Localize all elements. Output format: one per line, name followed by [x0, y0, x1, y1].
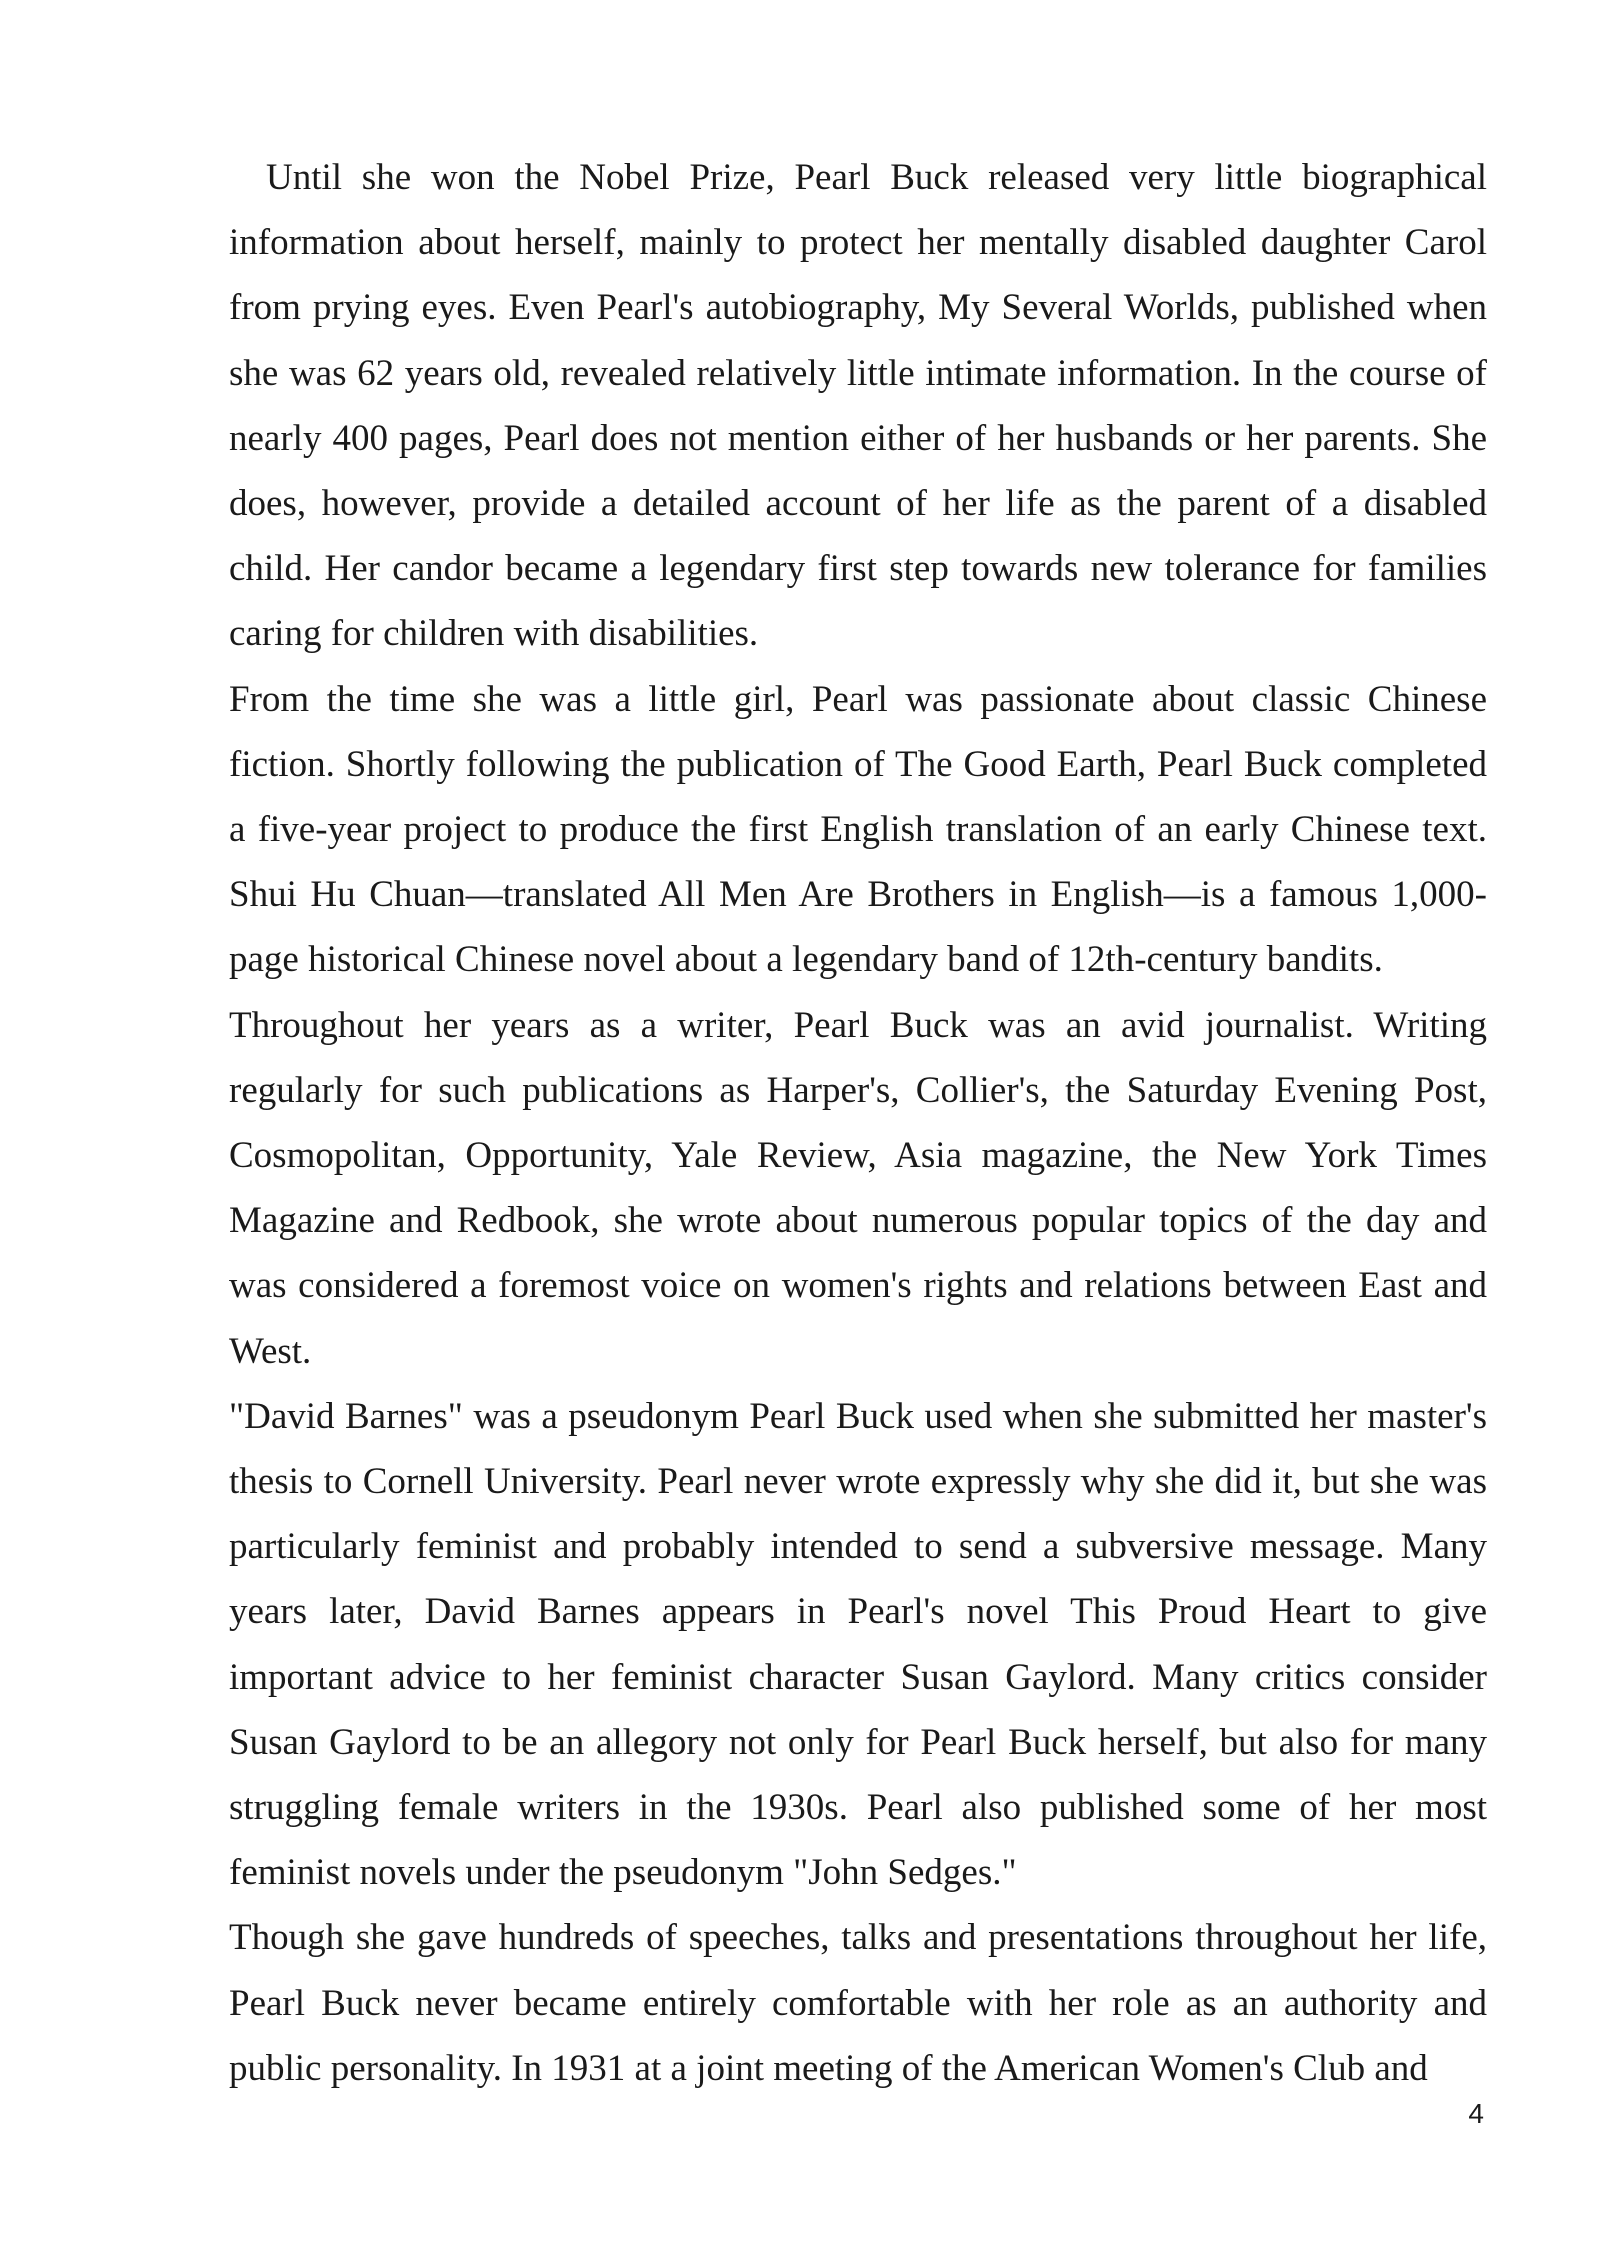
paragraph-david-barnes: "David Barnes" was a pseudonym Pearl Buck used when she submitted her master's thesis to Cornell University. Pearl never wrote expressly why she did it, but she was particularly feminist and probably intended to send a subversive message. Many years later, David Barnes appears in Pearl's novel This Proud Heart to give important advice to her feminist character Susan Gaylord. Many critics consider Susan Gaylord to be an allegory not only for Pearl Buck herself, but also for many struggling female writers in the 1930s. Pearl also published some of her most feminist novels under the pseudonym "John Sedges." — [229, 1395, 1487, 1894]
paragraph-nobel-prize: Until she won the Nobel Prize, Pearl Buck released very little biographical information about herself, mainly to protect her mentally disabled daughter Carol from prying eyes. Even Pearl's autobiography, My Several Worlds, published when she was 62 years old, revealed relatively little intimate information. In the course of nearly 400 pages, Pearl does not mention either of her husbands or her parents. She does, however, provide a detailed account of her life as the parent of a disabled child. Her candor became a legendary first step towards new tolerance for families caring for children with disabilities. — [229, 157, 1487, 655]
document-body — [229, 145, 1487, 2101]
paragraph-journalism: Throughout her years as a writer, Pearl Buck was an avid journalist. Writing regularly for such publications as Harper's, Collier's, the Saturday Evening Post, Cosmopolitan, Opportunity, Yale Review, Asia magazine, the New York Times Magazine and Redbook, she wrote about numerous popular topics of the day and was considered a foremost voice on women's rights and relations between East and West. — [229, 1004, 1487, 1372]
page-number: 4 — [1468, 2098, 1484, 2129]
paragraph-chinese-fiction: From the time she was a little girl, Pearl was passionate about classic Chinese fiction. Shortly following the publication of The Good Earth, Pearl Buck completed a five-year project to produce the first English translation of an early Chinese text. Shui Hu Chuan—translated All Men Are Brothers in English—is a famous 1,000-page historical Chinese novel about a legendary band of 12th-century bandits. — [229, 678, 1487, 981]
paragraph-speeches: Though she gave hundreds of speeches, talks and presentations throughout her life, Pearl Buck never became entirely comfortable with her role as an authority and public personality. In 1931 at a joint meeting of the American Women's Club and — [229, 1917, 1487, 2089]
